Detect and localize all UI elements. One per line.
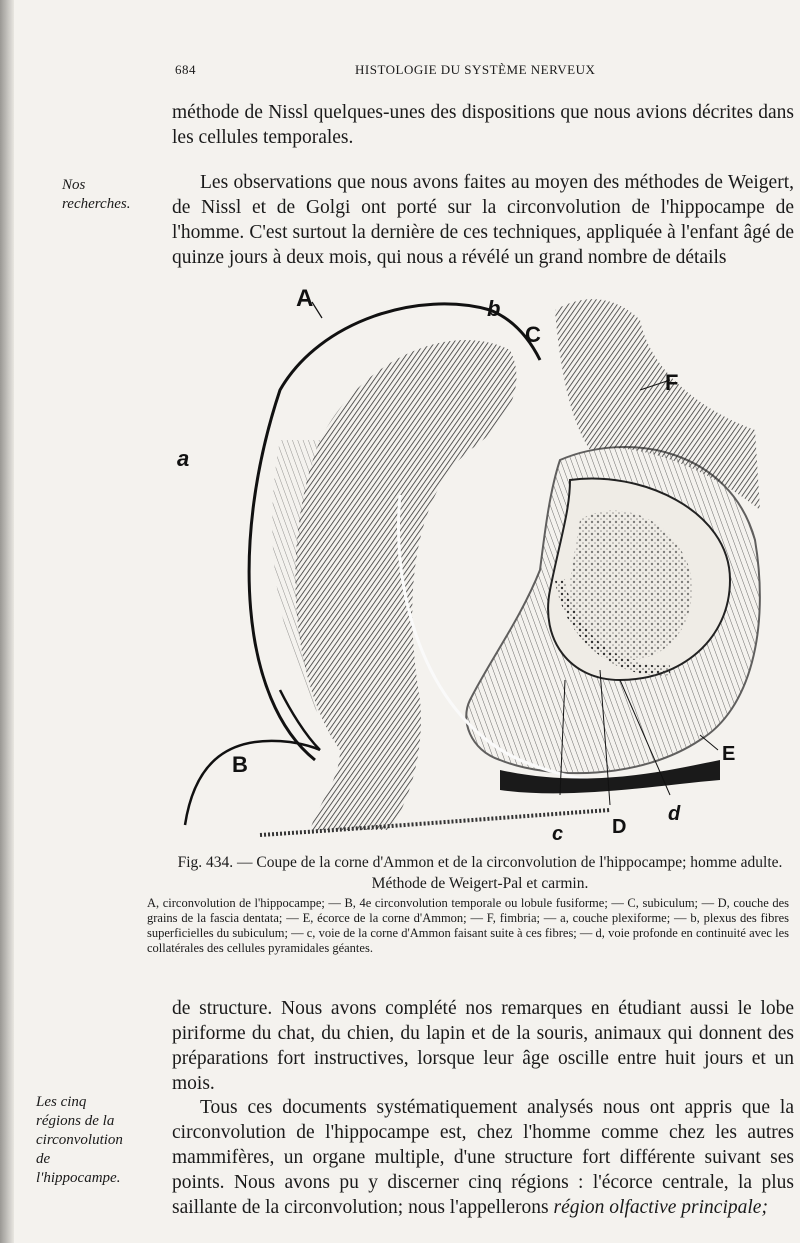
hippocampus-figure: [170, 280, 770, 840]
label-d: d: [668, 803, 681, 825]
paragraph-structure-text: de structure. Nous avons complété nos remarques en étudiant aussi le lobe piriforme du chat, du chien, du lapin et de la souris, animaux qui donnent des préparations fort instructives, lorsque leur âge oscille entre huit jours et un mois.: [172, 998, 794, 1094]
label-A: A: [296, 285, 314, 312]
page-edge-shadow: [0, 0, 14, 1243]
paragraph-documents-italic: région olfactive principale;: [553, 1197, 768, 1218]
page-number: 684: [175, 62, 196, 77]
label-B: B: [232, 752, 248, 777]
label-b: b: [487, 296, 501, 321]
fusiform-outline: [185, 741, 320, 825]
label-C: C: [525, 322, 541, 347]
top-paragraph-text: méthode de Nissl quelques-unes des dispositions que nous avions décrites dans les cellules temporales.: [172, 102, 794, 148]
figure-caption-legend: A, circonvolution de l'hippocampe; — B, 4e circonvolution temporale ou lobule fusiforme; — C, subiculum; — D, couche des grains de la fascia dentata; — E, écorce de la corne d'Ammon; — F, fimbria; — a, couche plexiforme; — b, plexus des fibres superficielles du subiculum; — c, voie de la corne d'Ammon faisant suite à ces fibres; — d, voie profonde en continuité avec les collatérales des cellules pyramidales géantes.: [147, 896, 789, 955]
page-header: [173, 62, 773, 82]
margin-note-recherches: Nos recherches.: [62, 177, 131, 212]
label-F: F: [665, 370, 679, 395]
paragraph-observations-text: Les observations que nous avons faites au moyen des méthodes de Weigert, de Nissl et de Golgi ont porté sur la circonvolution de l'hippocampe de l'homme. C'est surtout la dernière de ces techniques, appliquée à l'enfant âgé de quinze jours à deux mois, qui nous a révélé un grand nombre de détails: [172, 172, 794, 268]
figure-caption-title: Fig. 434. — Coupe de la corne d'Ammon et de la circonvolution de l'hippocampe; homme adulte. Méthode de Weigert-Pal et carmin.: [177, 854, 783, 892]
paragraph-structure: [172, 996, 794, 1096]
label-c: c: [552, 823, 564, 840]
paragraph-documents: [172, 1095, 794, 1220]
paragraph-documents-body: Tous ces documents systématiquement analysés nous ont appris que la circonvolution de l'hippocampe est, chez l'homme comme chez les autres mammifères, un organe multiple, d'une structure fort différente suivant ses points. Nous avons pu y discerner cinq régions : l'écorce centrale, la plus saillante de la circonvolution; nous l'appellerons: [172, 1097, 794, 1218]
running-title: HISTOLOGIE DU SYSTÈME NERVEUX: [355, 62, 596, 77]
top-paragraph: [172, 100, 794, 150]
label-D: D: [612, 816, 627, 838]
label-a: a: [177, 446, 190, 471]
label-E: E: [722, 743, 736, 765]
paragraph-documents-text: [172, 1095, 794, 1220]
fiber-mass: [295, 340, 516, 830]
paragraph-observations: [172, 170, 794, 270]
margin-note-cinq-regions: Les cinq régions de la circonvolution de l'hippocampe.: [36, 1094, 123, 1186]
